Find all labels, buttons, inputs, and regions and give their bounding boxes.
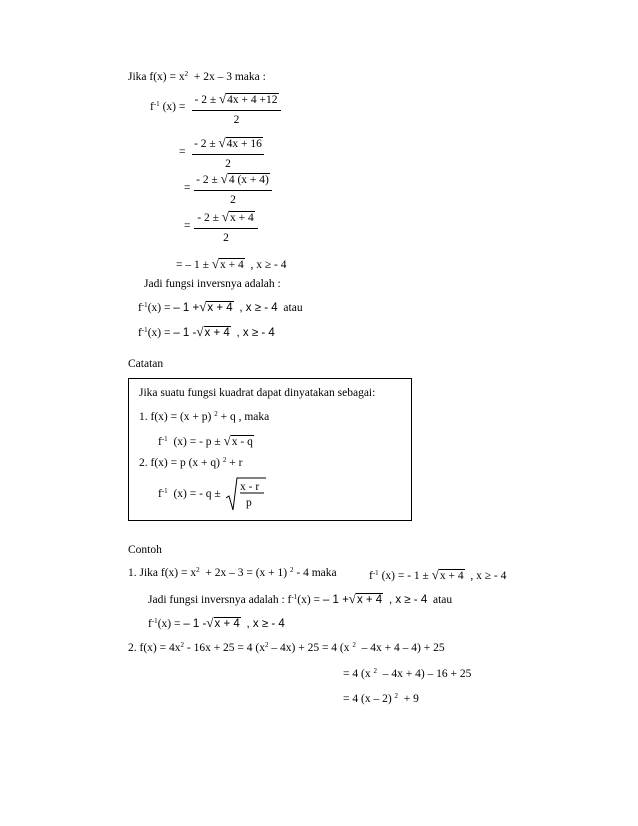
- inverse-result-2: $f^{-1}(x)$ = – 1 -√x + 4 , x ≥ - 4: [138, 324, 275, 339]
- sqrt-icon: √: [221, 209, 229, 224]
- fraction-step-3: [194, 172, 272, 206]
- catatan-heading: Catatan: [128, 358, 164, 370]
- fraction-step-4: [194, 210, 258, 244]
- example-2-line-3: = 4 (x – 2) $^2$ + 9: [343, 692, 419, 705]
- equals-sign: =: [179, 146, 186, 158]
- sqrt-icon: √: [348, 591, 356, 606]
- fraction-denominator: 2: [233, 113, 240, 126]
- equals-sign: =: [184, 182, 191, 194]
- fraction-step-2: [192, 136, 264, 170]
- fraction-numerator: - 2 ± √4x + 4 +12: [192, 92, 281, 111]
- inverse-label: $f^{-1}$ (x) =: [150, 100, 186, 113]
- sqrt-icon: √: [199, 299, 207, 314]
- note-item-1: 1. f(x) = (x + p) $^2$ + q , maka: [139, 410, 270, 423]
- example-2-line-2: = 4 (x $^2$ – 4x + 4) – 16 + 25: [343, 667, 472, 680]
- sqrt-icon: √: [206, 615, 214, 630]
- conclusion-text: Jadi fungsi inversnya adalah :: [144, 278, 281, 290]
- example-2: 2. $f(x) = 4x^2 - 16x + 25 = 4$ $(x^2 - 4x) + 25 = 4$ (x $^2$ – 4x + 4 – 4) + 25: [128, 641, 445, 654]
- contoh-heading: Contoh: [128, 544, 162, 556]
- example-1-inverse: $f^{-1}$ (x) = - 1 ± √x + 4 , x ≥ - 4: [369, 567, 507, 582]
- intro-statement: Jika $f(x) = x^2 + 2x - 3$ maka :: [128, 70, 266, 83]
- sqrt-icon: √: [219, 91, 227, 106]
- inverse-result-1: $f^{-1}(x)$ = – 1 +√x + 4 , x ≥ - 4 atau: [138, 299, 303, 314]
- note-item-2: 2. f(x) = p (x + q) $^2$ + r: [139, 456, 243, 469]
- fraction-step-1: [192, 92, 281, 126]
- fraction-denominator: 2: [225, 157, 231, 170]
- fraction-numerator: - 2 ± √4 (x + 4): [194, 172, 272, 191]
- fraction-denominator: 2: [230, 193, 236, 206]
- sqrt-icon: √: [220, 171, 228, 186]
- example-1-alternative: $f^{-1}(x)$ = – 1 -√x + 4 , x ≥ - 4: [148, 615, 285, 630]
- example-1-conclusion: Jadi fungsi inversnya adalah : $f^{-1}(x)$ = – 1 +√x + 4 , x ≥ - 4 atau: [148, 591, 453, 606]
- note-box-title: Jika suatu fungsi kuadrat dapat dinyatakan sebagai:: [139, 387, 376, 399]
- example-1: 1. Jika $f(x) = x^2 + 2x - 3 = (x + 1)$ $^2$ - 4 maka: [128, 566, 337, 579]
- sqrt-icon: √: [211, 256, 219, 271]
- note-item-2-inverse-numerator: x - r: [240, 481, 260, 493]
- note-item-2-inverse: $f^{-1}$ (x) = - q ±: [158, 487, 221, 500]
- sqrt-icon: √: [196, 324, 204, 339]
- sqrt-icon: √: [223, 433, 231, 448]
- note-item-1-inverse: $f^{-1}$ (x) = - p ± √x - q: [158, 433, 253, 448]
- fraction-numerator: - 2 ± √x + 4: [194, 210, 258, 229]
- sqrt-icon: √: [431, 567, 439, 582]
- equals-sign: =: [184, 220, 191, 232]
- note-item-2-inverse-denominator: p: [246, 497, 252, 509]
- step-5: = – 1 ± √x + 4 , x ≥ - 4: [176, 256, 287, 271]
- fraction-numerator: - 2 ± √4x + 16: [192, 136, 264, 155]
- fraction-denominator: 2: [223, 231, 229, 244]
- sqrt-icon: √: [218, 135, 226, 150]
